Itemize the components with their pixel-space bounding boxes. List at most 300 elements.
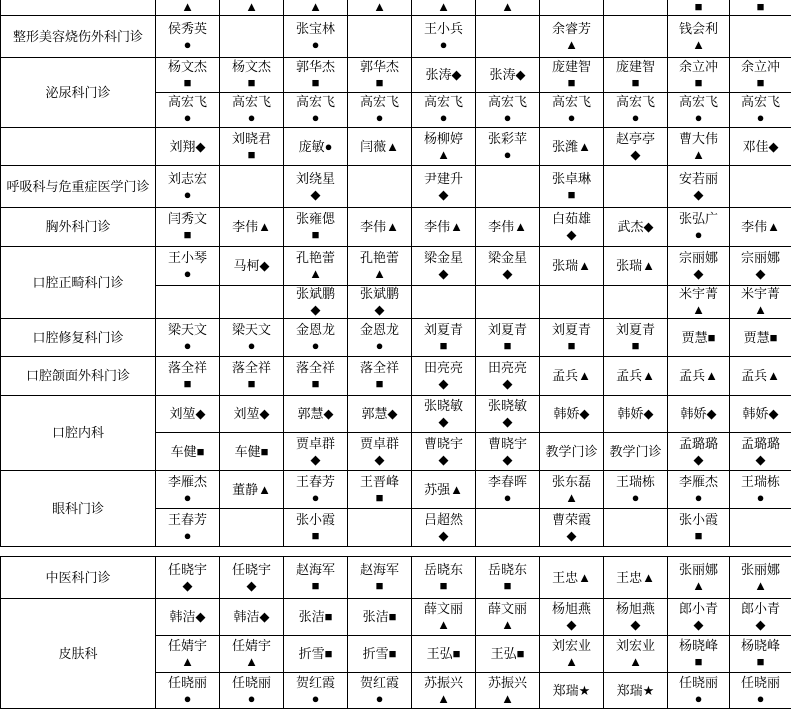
doctor-cell [284,58,348,93]
doctor-cell [668,93,730,128]
doctor-cell [668,557,730,599]
shift-symbol: ◆ [246,577,257,593]
shift-symbol: ■ [756,654,765,669]
doctor-cell [348,557,412,599]
shift-symbol: ▲ [692,36,705,52]
doctor-cell [156,247,220,286]
doctor-name-with-shift-symbol: 邓佳◆ [742,138,779,154]
doctor-name: 高宏飞 [423,94,463,109]
doctor-name-with-shift-symbol: 李伟▲ [741,219,780,234]
shift-symbol: ■ [756,0,765,14]
doctor-name-with-shift-symbol: 孟兵▲ [741,368,780,383]
shift-symbol: ◆ [630,617,641,632]
shift-symbol: ■ [311,227,320,242]
doctor-cell [284,471,348,509]
doctor-cell [348,396,412,433]
empty-cell [730,166,791,208]
schedule-row [1,319,791,357]
shift-symbol: ▲ [245,654,258,669]
doctor-name: 薛文丽 [487,601,527,616]
doctor-name-with-shift-symbol: 车健■ [234,443,269,459]
doctor-cell [668,673,730,709]
schedule-row [1,357,791,396]
doctor-cell [412,16,476,58]
doctor-cell [220,396,284,433]
doctor-name-with-shift-symbol: 张瑞▲ [552,258,591,273]
doctor-cell [730,128,791,166]
doctor-cell [156,319,220,357]
doctor-name: 任晓丽 [740,674,780,690]
doctor-cell [668,509,730,547]
doctor-name-with-shift-symbol: 李伟▲ [232,219,271,234]
doctor-cell [412,357,476,396]
doctor-cell [668,433,730,471]
shift-symbol: ◆ [374,451,385,467]
schedule-row [1,0,791,16]
shift-symbol: ◆ [630,146,641,162]
schedule-row [1,396,791,433]
shift-symbol: ● [183,337,192,353]
shift-symbol: ■ [567,75,576,90]
doctor-cell [412,128,476,166]
doctor-cell [668,319,730,357]
department-cell: 胸外科门诊 [1,208,156,247]
schedule-row [1,557,791,599]
shift-symbol: ■ [375,489,384,505]
shift-symbol: ▲ [565,36,578,52]
empty-cell [220,509,284,547]
shift-symbol: ◆ [755,617,766,632]
shift-symbol: ● [503,146,512,162]
doctor-cell [604,319,668,357]
schedule-row [1,208,791,247]
shift-symbol: ■ [183,75,192,90]
empty-cell [604,16,668,58]
doctor-name: 刘宏业 [615,638,655,653]
doctor-cell [284,93,348,128]
doctor-cell [284,286,348,319]
doctor-name: 白茹雄 [551,211,591,226]
doctor-name: 刘志宏 [167,170,207,186]
doctor-name-with-shift-symbol: 李伟▲ [360,219,399,234]
shift-symbol: ◆ [310,451,321,467]
doctor-name: 张丽娜 [678,561,718,577]
shift-symbol: ■ [311,376,320,391]
doctor-cell [668,471,730,509]
doctor-name: 高宏飞 [740,94,780,109]
doctor-cell [730,471,791,509]
doctor-name-with-shift-symbol: 郑瑞★ [552,682,591,698]
doctor-name: 余睿芳 [551,20,591,36]
shift-symbol: ● [311,36,320,52]
doctor-name: 高宏飞 [487,94,527,109]
doctor-cell [156,128,220,166]
shift-symbol: ■ [183,227,192,242]
doctor-name: 庞建智 [615,59,655,74]
doctor-cell [348,93,412,128]
shift-symbol: ▲ [501,0,514,14]
shift-symbol: ● [183,266,192,281]
doctor-name-with-shift-symbol: 马柯◆ [233,258,270,273]
doctor-cell [476,599,540,636]
shift-symbol: ■ [756,75,765,90]
empty-cell [604,166,668,208]
doctor-cell [540,166,604,208]
doctor-name: 任晓丽 [231,674,271,690]
empty-cell [220,166,284,208]
doctor-name: 曹荣霞 [551,511,591,527]
shift-symbol: ▲ [181,0,194,14]
doctor-name: 梁金星 [487,250,527,265]
shift-symbol: ▲ [181,654,194,669]
empty-cell [540,286,604,319]
shift-symbol: ■ [631,75,640,90]
doctor-name: 岳晓东 [487,561,527,577]
doctor-cell [668,396,730,433]
doctor-name: 杨文杰 [167,59,207,74]
shift-symbol: ● [694,489,703,505]
doctor-name: 曹晓宇 [487,435,527,451]
doctor-cell [156,58,220,93]
doctor-cell [540,673,604,709]
doctor-name: 杨旭燕 [551,601,591,616]
doctor-name: 宗丽娜 [740,250,780,265]
doctor-name-with-shift-symbol: 李伟▲ [424,219,463,234]
doctor-name: 郭华杰 [359,59,399,74]
department-cell: 中医科门诊 [1,557,156,599]
doctor-cell [668,0,730,16]
doctor-cell [156,396,220,433]
doctor-cell [348,471,412,509]
doctor-name: 贺红霞 [295,674,335,690]
doctor-name-with-shift-symbol: 张洁■ [298,609,333,624]
doctor-cell [730,286,791,319]
doctor-name: 任晓丽 [167,674,207,690]
shift-symbol: ■ [439,577,448,593]
doctor-name: 落全祥 [295,360,335,375]
doctor-name: 教学门诊 [545,443,598,459]
schedule-row [1,16,791,58]
doctor-cell [476,357,540,396]
doctor-name-with-shift-symbol: 张洁■ [362,609,397,624]
doctor-name: 吕超然 [423,511,463,527]
schedule-body-upper [1,0,791,547]
doctor-name: 高宏飞 [231,94,271,109]
doctor-cell [412,247,476,286]
doctor-cell [412,599,476,636]
doctor-cell [412,557,476,599]
doctor-cell [284,433,348,471]
doctor-cell [476,128,540,166]
doctor-cell [604,471,668,509]
shift-symbol: ◆ [310,302,321,317]
doctor-name: 张小霞 [678,511,718,527]
doctor-name: 张东磊 [551,473,591,489]
doctor-cell [156,636,220,673]
doctor-name-with-shift-symbol: 贾慧■ [743,329,778,345]
shift-symbol: ▲ [754,577,767,593]
empty-cell [476,286,540,319]
doctor-name: 杨晓峰 [678,638,718,653]
doctor-cell [412,58,476,93]
doctor-cell [540,636,604,673]
doctor-name: 曹大伟 [678,130,718,146]
shift-symbol: ▲ [692,302,705,317]
shift-symbol: ▲ [629,654,642,669]
doctor-cell [220,636,284,673]
doctor-cell [284,357,348,396]
doctor-name: 王小兵 [423,20,463,36]
shift-symbol: ● [183,186,192,202]
doctor-name: 李雁杰 [678,473,718,489]
doctor-name-with-shift-symbol: 董静▲ [232,481,271,497]
doctor-cell [540,557,604,599]
shift-symbol: ▲ [565,489,578,505]
doctor-cell [348,357,412,396]
doctor-name-with-shift-symbol: 武杰◆ [617,219,654,234]
shift-symbol: ● [503,489,512,505]
doctor-name: 张卓琳 [551,170,591,186]
doctor-cell [540,509,604,547]
doctor-name: 钱会利 [678,20,718,36]
doctor-name: 闫秀文 [167,211,207,226]
doctor-name: 张丽娜 [740,561,780,577]
doctor-cell [730,208,791,247]
doctor-name-with-shift-symbol: 刘翔◆ [169,138,206,154]
doctor-cell [540,128,604,166]
doctor-cell [604,557,668,599]
doctor-cell [220,319,284,357]
doctor-name: 米宇菁 [678,286,718,301]
shift-symbol: ▲ [373,0,386,14]
doctor-name: 岳晓东 [423,561,463,577]
doctor-name: 任晓宇 [167,561,207,577]
empty-cell [540,0,604,16]
shift-symbol: ● [183,489,192,505]
doctor-name: 刘绕星 [295,170,335,186]
doctor-name: 任晓宇 [231,561,271,577]
shift-symbol: ● [631,110,640,125]
doctor-name-with-shift-symbol: 韩娇◆ [680,406,717,421]
department-cell: 泌尿科门诊 [1,58,156,128]
doctor-cell [412,636,476,673]
doctor-name: 张晓敏 [487,398,527,413]
doctor-name: 赵亭亭 [615,130,655,146]
doctor-name: 贺红霞 [359,674,399,690]
shift-symbol: ▲ [373,266,386,281]
doctor-cell [284,599,348,636]
shift-symbol: ● [183,690,192,706]
shift-symbol: ▲ [309,0,322,14]
shift-symbol: ◆ [566,617,577,632]
shift-symbol: ▲ [501,690,514,706]
doctor-name: 王晋峰 [359,473,399,489]
shift-symbol: ■ [694,75,703,90]
shift-symbol: ◆ [438,527,449,543]
doctor-cell [540,396,604,433]
doctor-cell [284,0,348,16]
doctor-name: 尹建升 [423,170,463,186]
doctor-name: 任婧宇 [167,638,207,653]
shift-symbol: ▲ [692,577,705,593]
doctor-cell [540,247,604,286]
doctor-cell [156,93,220,128]
shift-symbol: ● [439,36,448,52]
doctor-name: 张小霞 [295,511,335,527]
doctor-cell [476,433,540,471]
doctor-name: 安若丽 [678,170,718,186]
shift-symbol: ▲ [565,654,578,669]
shift-symbol: ◆ [374,302,385,317]
doctor-cell [156,16,220,58]
doctor-name: 贾卓群 [295,435,335,451]
shift-symbol: ■ [375,75,384,90]
doctor-name: 教学门诊 [609,443,662,459]
doctor-name-with-shift-symbol: 张瑞▲ [616,258,655,273]
doctor-cell [730,636,791,673]
doctor-name-with-shift-symbol: 贾慧■ [681,329,716,345]
doctor-name: 张斌鹏 [359,286,399,301]
doctor-cell [476,471,540,509]
doctor-cell [348,208,412,247]
shift-symbol: ▲ [437,617,450,632]
department-cell: 口腔内科 [1,396,156,471]
doctor-name-with-shift-symbol: 韩娇◆ [742,406,779,421]
doctor-name-with-shift-symbol: 车健■ [170,443,205,459]
doctor-cell [668,286,730,319]
shift-symbol: ● [311,690,320,706]
shift-symbol: ◆ [438,266,449,281]
doctor-cell [220,357,284,396]
doctor-name: 刘夏青 [615,321,655,337]
doctor-cell [220,433,284,471]
doctor-cell [668,247,730,286]
shift-symbol: ● [694,110,703,125]
shift-symbol: ▲ [437,146,450,162]
doctor-cell [476,208,540,247]
shift-symbol: ■ [311,527,320,543]
doctor-cell [730,58,791,93]
doctor-cell [220,557,284,599]
doctor-name: 王瑞栋 [740,473,780,489]
doctor-cell [730,433,791,471]
doctor-name: 梁天文 [167,321,207,337]
doctor-name-with-shift-symbol: 刘堃◆ [169,406,206,421]
shift-symbol: ◆ [693,266,704,281]
department-cell: 眼科门诊 [1,471,156,547]
shift-symbol: ■ [567,186,576,202]
doctor-cell [668,16,730,58]
shift-symbol: ● [631,489,640,505]
doctor-cell [412,509,476,547]
empty-cell [220,16,284,58]
doctor-cell [284,166,348,208]
doctor-name: 王瑞栋 [615,473,655,489]
doctor-cell [604,58,668,93]
shift-symbol: ▲ [437,0,450,14]
doctor-name: 王春芳 [167,511,207,527]
doctor-name: 庞建智 [551,59,591,74]
doctor-cell [284,509,348,547]
doctor-name: 侯秀英 [167,20,207,36]
doctor-name-with-shift-symbol: 孟兵▲ [552,368,591,383]
schedule-row [1,58,791,93]
shift-symbol: ● [694,227,703,242]
doctor-cell [156,0,220,16]
doctor-name: 宗丽娜 [678,250,718,265]
doctor-cell [604,357,668,396]
doctor-cell [412,433,476,471]
shift-symbol: ■ [375,577,384,593]
shift-symbol: ● [439,110,448,125]
doctor-cell [348,673,412,709]
shift-symbol: ■ [183,376,192,391]
doctor-name: 苏振兴 [487,674,527,690]
doctor-name: 孔艳蕾 [359,250,399,265]
doctor-cell [284,319,348,357]
doctor-name: 赵海军 [295,561,335,577]
doctor-name: 张斌鹏 [295,286,335,301]
doctor-cell [348,433,412,471]
doctor-cell [412,471,476,509]
shift-symbol: ◆ [438,414,449,429]
doctor-name: 王春芳 [295,473,335,489]
doctor-cell [540,93,604,128]
doctor-name-with-shift-symbol: 王忠▲ [616,569,655,585]
doctor-name: 张宝林 [295,20,335,36]
shift-symbol: ▲ [692,146,705,162]
doctor-cell [730,319,791,357]
doctor-cell [412,396,476,433]
doctor-name: 落全祥 [231,360,271,375]
doctor-name: 曹晓宇 [423,435,463,451]
doctor-cell [540,357,604,396]
shift-symbol: ◆ [693,186,704,202]
shift-symbol: ◆ [566,227,577,242]
doctor-name: 杨旭燕 [615,601,655,616]
doctor-name: 张晓敏 [423,398,463,413]
shift-symbol: ■ [503,337,512,353]
empty-cell [348,166,412,208]
doctor-name-with-shift-symbol: 折雪■ [298,646,333,661]
doctor-cell [730,673,791,709]
doctor-name-with-shift-symbol: 韩娇◆ [553,406,590,421]
doctor-name: 赵海军 [359,561,399,577]
shift-symbol: ■ [247,376,256,391]
shift-symbol: ● [756,690,765,706]
doctor-cell [156,599,220,636]
doctor-cell [284,16,348,58]
department-cell [1,128,156,166]
doctor-cell [220,128,284,166]
doctor-cell [540,471,604,509]
doctor-name: 任婧宇 [231,638,271,653]
shift-symbol: ◆ [566,527,577,543]
empty-cell [348,509,412,547]
doctor-name: 孔艳蕾 [295,250,335,265]
empty-cell [476,509,540,547]
doctor-cell [604,396,668,433]
doctor-cell [412,93,476,128]
doctor-cell [156,208,220,247]
doctor-cell [220,471,284,509]
shift-symbol: ● [375,690,384,706]
doctor-name: 杨文杰 [231,59,271,74]
shift-symbol: ● [311,337,320,353]
shift-symbol: ■ [439,337,448,353]
doctor-name: 余立冲 [740,59,780,74]
shift-symbol: ● [756,110,765,125]
